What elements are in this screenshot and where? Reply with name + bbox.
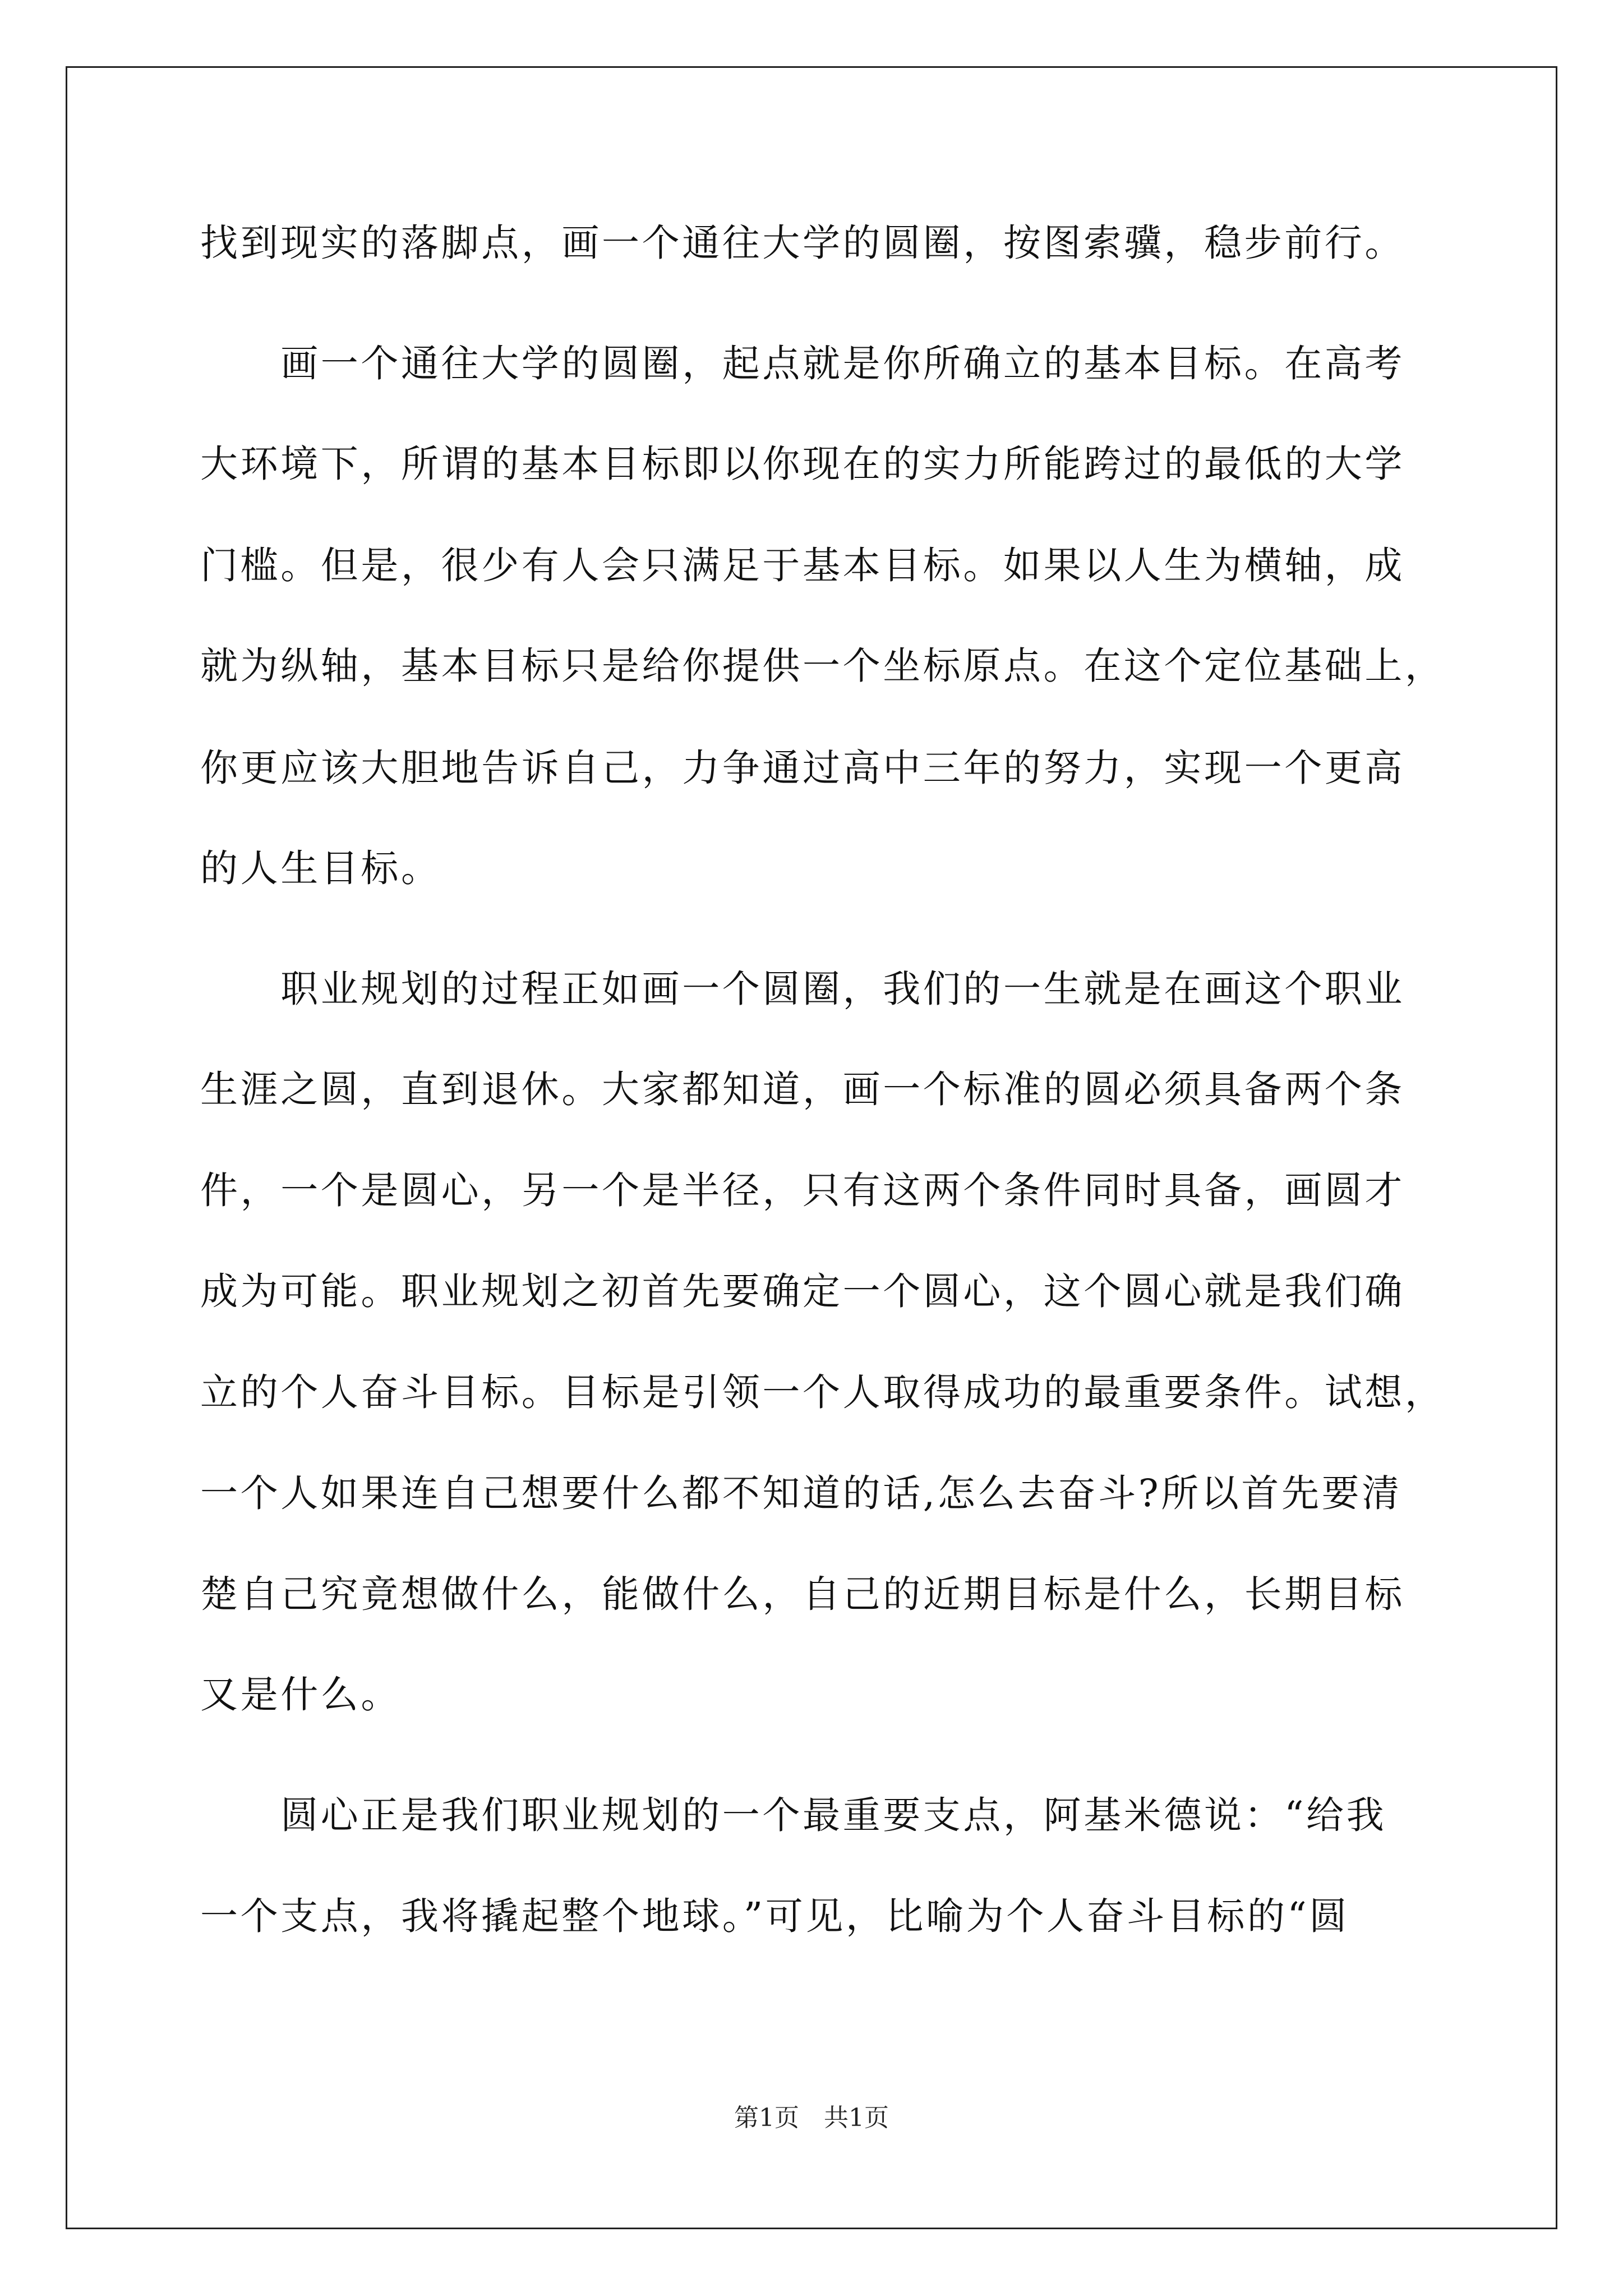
body-line: 圆心正是我们职业规划的一个最重要支点，阿基米德说：“给我 [200, 1793, 1387, 1837]
body-line: 的人生目标。 [200, 846, 441, 890]
body-line: 画一个通往大学的圆圈，起点就是你所确立的基本目标。在高考 [200, 342, 1405, 385]
body-line: 又是什么。 [200, 1673, 401, 1717]
page-footer: 第1页 共1页 [734, 2104, 889, 2132]
body-line: 件，一个是圆心，另一个是半径，只有这两个条件同时具备，画圆才 [200, 1168, 1405, 1212]
body-line: 大环境下，所谓的基本目标即以你现在的实力所能跨过的最低的大学 [200, 442, 1405, 486]
body-line: 成为可能。职业规划之初首先要确定一个圆心，这个圆心就是我们确 [200, 1269, 1405, 1313]
body-line: 生涯之圆，直到退休。大家都知道，画一个标准的圆必须具备两个条 [200, 1068, 1405, 1111]
body-line: 一个人如果连自己想要什么都不知道的话,怎么去奋斗?所以首先要清 [200, 1471, 1402, 1515]
body-line: 你更应该大胆地告诉自己，力争通过高中三年的努力，实现一个更高 [200, 746, 1405, 790]
body-line: 一个支点，我将撬起整个地球。”可见，比喻为个人奋斗目标的“圆 [200, 1894, 1350, 1938]
body-line: 找到现实的落脚点，画一个通往大学的圆圈，按图索骥，稳步前行。 [200, 221, 1405, 265]
body-line: 就为纵轴，基本目标只是给你提供一个坐标原点。在这个定位基础上， [200, 644, 1445, 688]
body-line: 门槛。但是，很少有人会只满足于基本目标。如果以人生为横轴，成 [200, 544, 1405, 587]
body-line: 职业规划的过程正如画一个圆圈，我们的一生就是在画这个职业 [200, 967, 1405, 1011]
body-line: 立的个人奋斗目标。目标是引领一个人取得成功的最重要条件。试想， [200, 1370, 1445, 1414]
body-line: 楚自己究竟想做什么，能做什么，自己的近期目标是什么，长期目标 [200, 1572, 1405, 1616]
